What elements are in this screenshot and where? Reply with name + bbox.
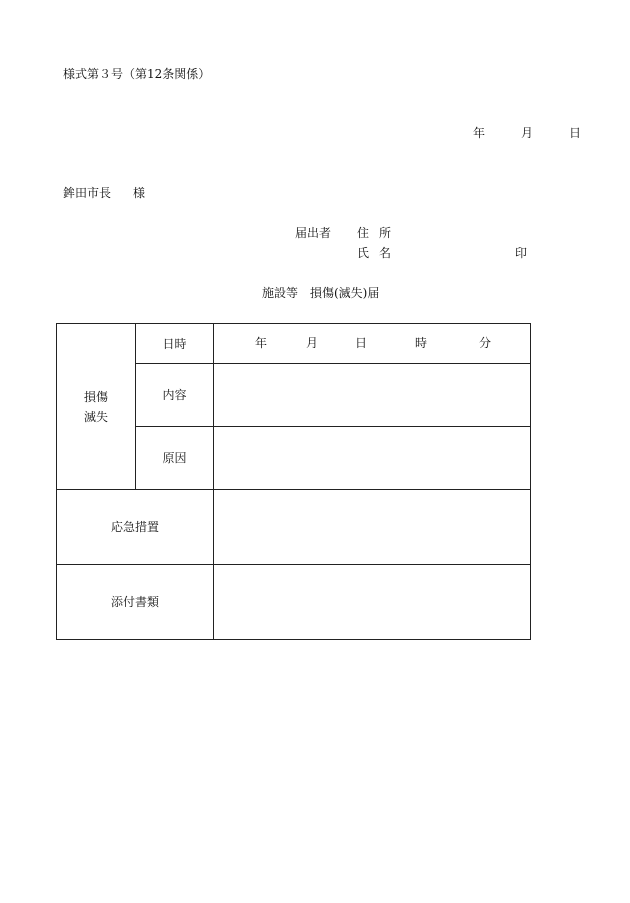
cause-field[interactable] (214, 427, 531, 490)
attachments-label: 添付書類 (57, 565, 214, 640)
datetime-day-unit: 日 (355, 336, 368, 350)
form-number: 様式第３号（第12条関係） (63, 67, 211, 81)
datetime-minute-unit: 分 (479, 336, 492, 350)
damage-loss-header (57, 324, 136, 490)
submission-date (473, 126, 581, 140)
date-year-unit: 年 (473, 126, 486, 140)
cause-label: 原因 (136, 427, 214, 490)
datetime-label: 日時 (136, 324, 214, 364)
datetime-month-unit: 月 (306, 336, 319, 350)
recipient-honorific: 様 (133, 186, 146, 200)
attachments-field[interactable] (214, 565, 531, 640)
address-label: 住所 (357, 226, 402, 240)
date-day-unit: 日 (569, 126, 582, 140)
document-title: 施設等 損傷(滅失)届 (262, 286, 380, 300)
table-row (57, 565, 531, 640)
loss-label: 滅失 (83, 409, 108, 424)
applicant-label: 届出者 (295, 226, 332, 240)
damage-report-table (56, 323, 531, 640)
name-label: 氏名 (357, 246, 402, 260)
table-row (57, 324, 531, 364)
content-field[interactable] (214, 364, 531, 427)
seal-mark: 印 (515, 246, 528, 260)
recipient-mayor: 鉾田市長 (63, 186, 112, 200)
content-label: 内容 (136, 364, 214, 427)
emergency-measures-field[interactable] (214, 490, 531, 565)
date-month-unit: 月 (521, 126, 534, 140)
table-row (57, 490, 531, 565)
datetime-year-unit: 年 (255, 336, 268, 350)
datetime-hour-unit: 時 (415, 336, 428, 350)
recipient (63, 186, 145, 200)
datetime-field[interactable] (214, 324, 531, 364)
damage-label: 損傷 (83, 389, 108, 404)
emergency-measures-label: 応急措置 (57, 490, 214, 565)
